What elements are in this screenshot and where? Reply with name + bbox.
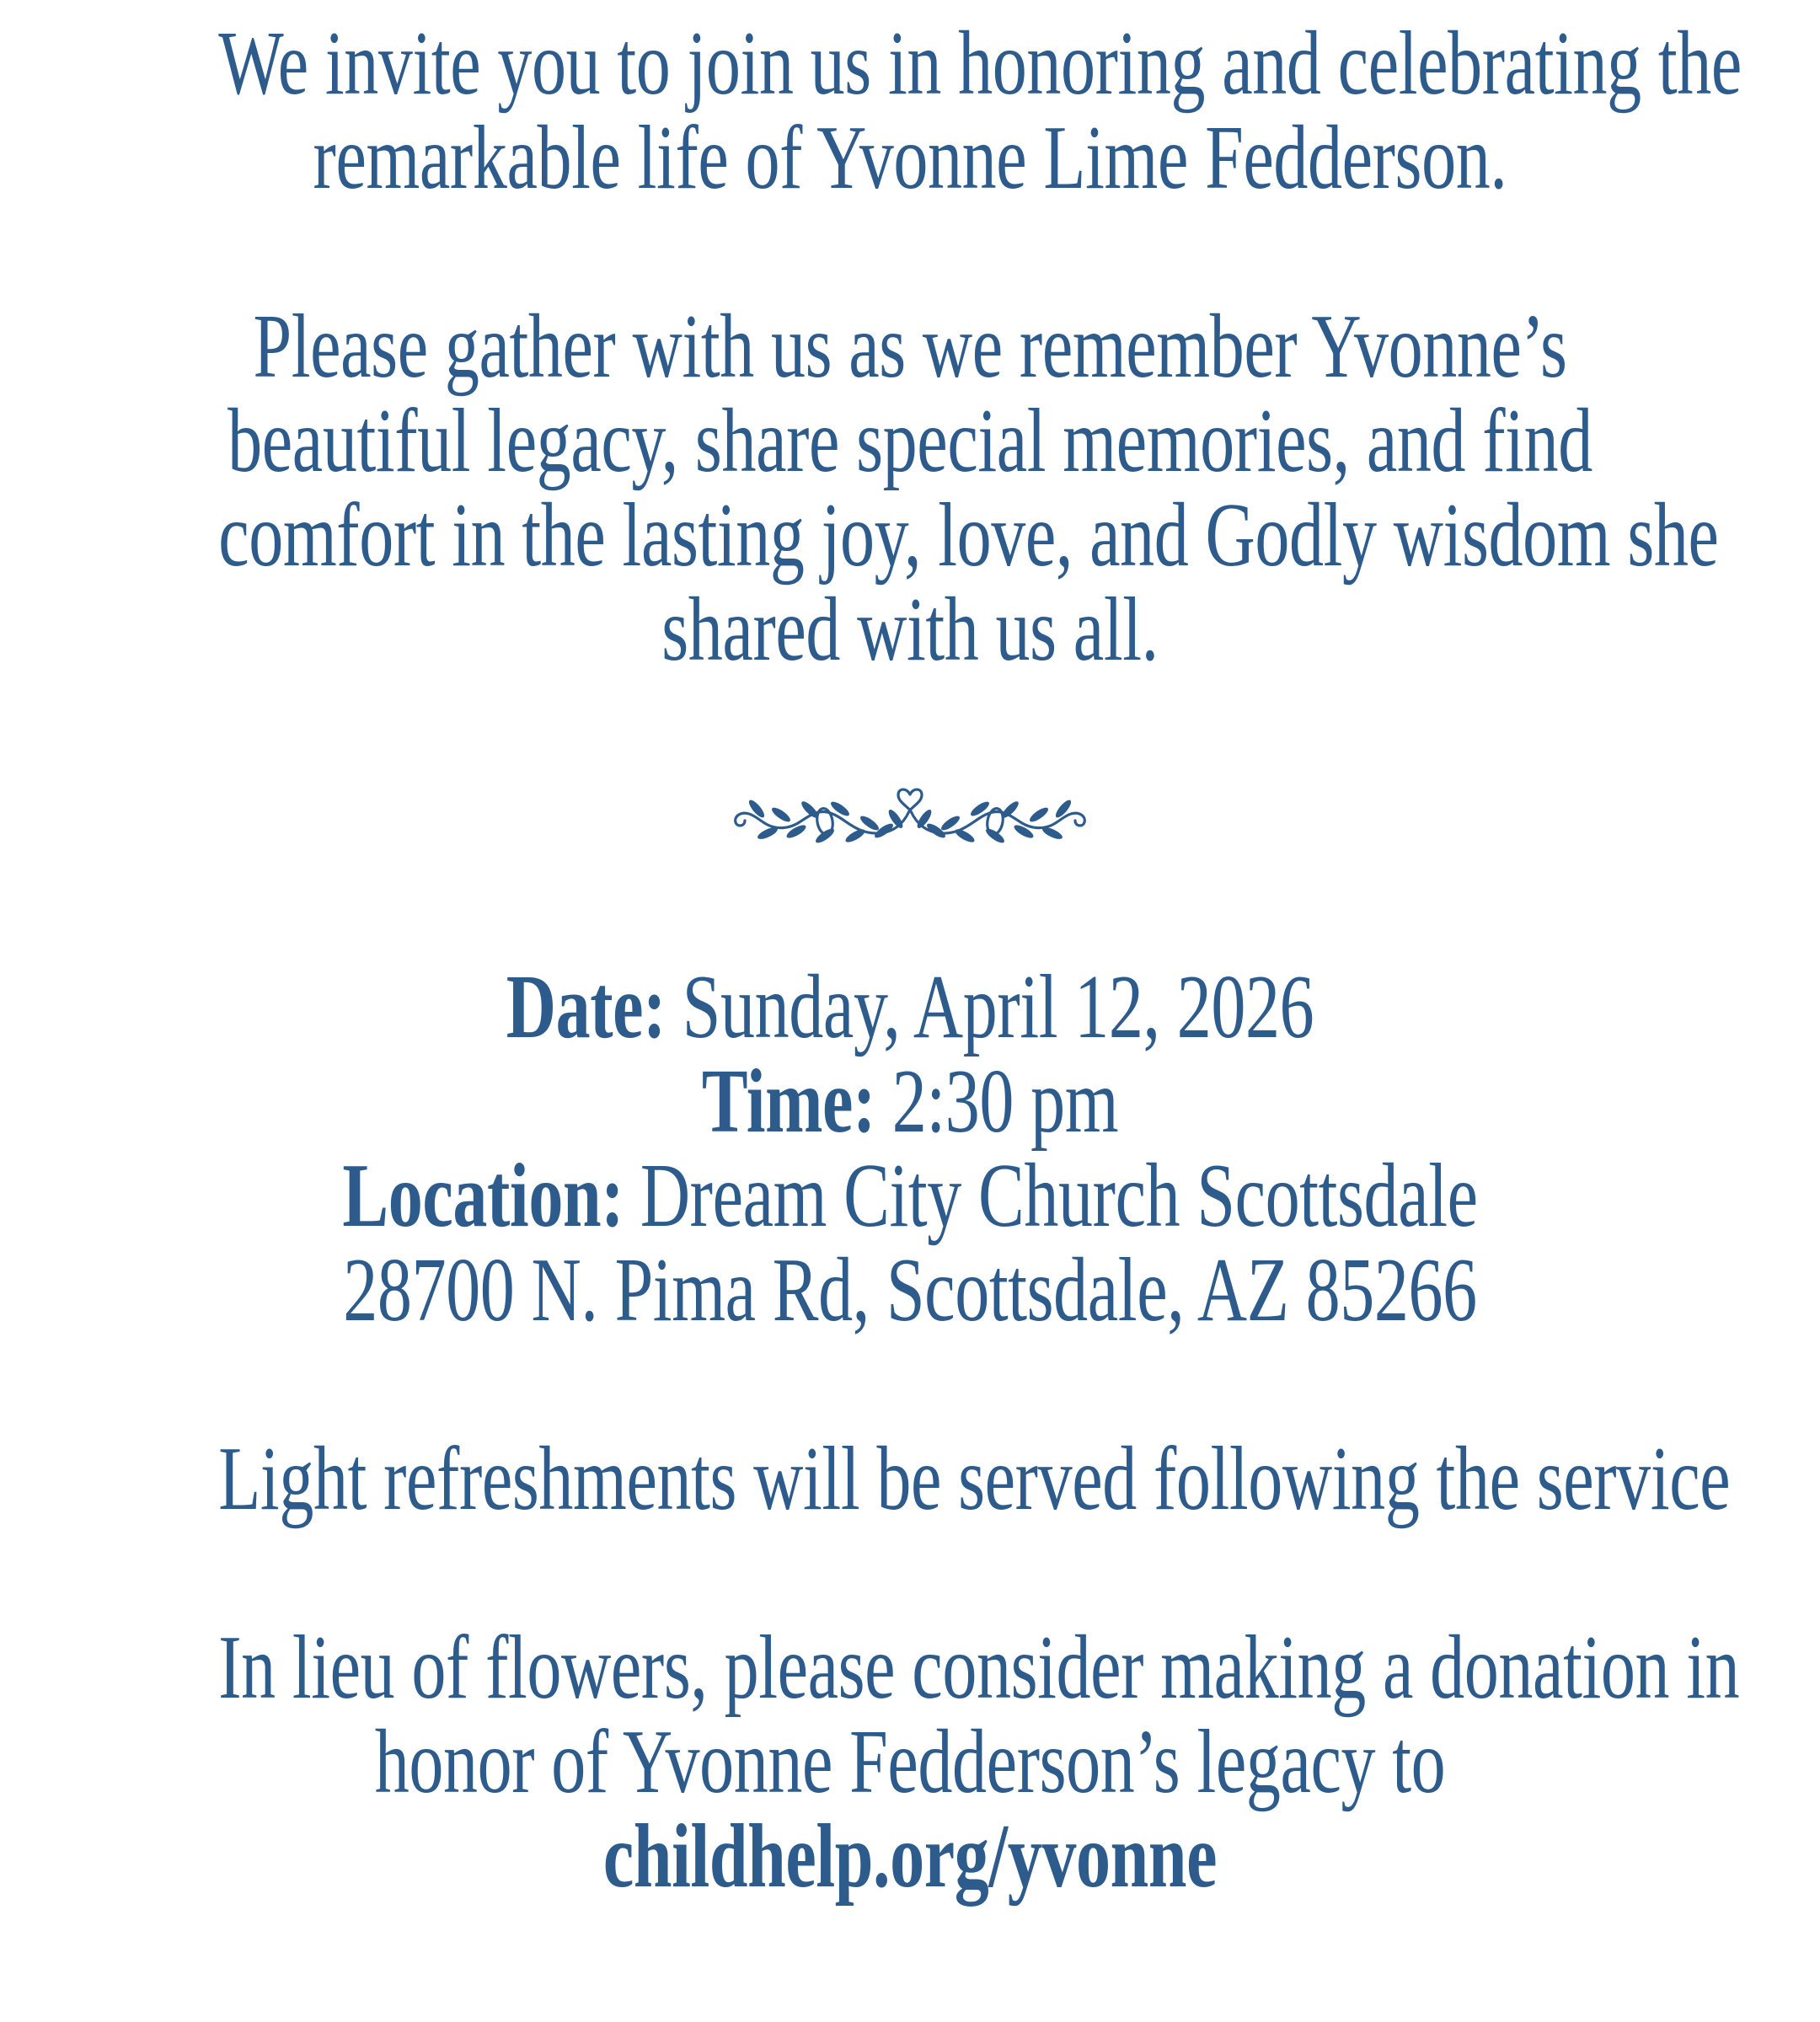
gathering-line-2: beautiful legacy, share special memories, and find bbox=[228, 391, 1592, 491]
gathering-line-4: shared with us all. bbox=[661, 580, 1159, 680]
spacer bbox=[0, 866, 1820, 960]
spacer bbox=[0, 677, 1820, 772]
heart-vine-divider-icon bbox=[712, 784, 1108, 854]
gathering-line-3: comfort in the lasting joy, love, and Godly wisdom she bbox=[218, 485, 1719, 586]
date-value: Sunday, April 12, 2026 bbox=[682, 957, 1314, 1057]
spacer bbox=[0, 1338, 1820, 1432]
location-line bbox=[218, 1146, 1602, 1246]
donation-link: childhelp.org/yvonne bbox=[602, 1806, 1218, 1907]
time-line bbox=[218, 1051, 1602, 1152]
time-value: 2:30 pm bbox=[891, 1051, 1119, 1152]
refreshments-line: Light refreshments will be served following the service bbox=[218, 1429, 1731, 1529]
location-value: Dream City Church Scottsdale bbox=[640, 1146, 1478, 1246]
address-line: 28700 N. Pima Rd, Scottsdale, AZ 85266 bbox=[343, 1240, 1477, 1340]
donation-line-2: honor of Yvonne Fedderson’s legacy to bbox=[374, 1712, 1446, 1812]
gathering-line-1: Please gather with us as we remember Yvonne’s bbox=[253, 297, 1567, 397]
location-label: Location: bbox=[342, 1146, 624, 1246]
intro-line-1: We invite you to join us in honoring and celebrating the bbox=[218, 13, 1742, 114]
spacer bbox=[0, 1527, 1820, 1621]
date-line bbox=[218, 957, 1602, 1057]
spacer bbox=[0, 206, 1820, 300]
heart-icon bbox=[898, 789, 922, 810]
divider-row bbox=[0, 772, 1820, 866]
donation-line-1: In lieu of flowers, please consider making a donation in bbox=[218, 1618, 1740, 1718]
intro-line-2: remarkable life of Yvonne Lime Fedderson. bbox=[313, 108, 1507, 208]
date-label: Date: bbox=[506, 957, 666, 1057]
time-label: Time: bbox=[701, 1051, 876, 1152]
